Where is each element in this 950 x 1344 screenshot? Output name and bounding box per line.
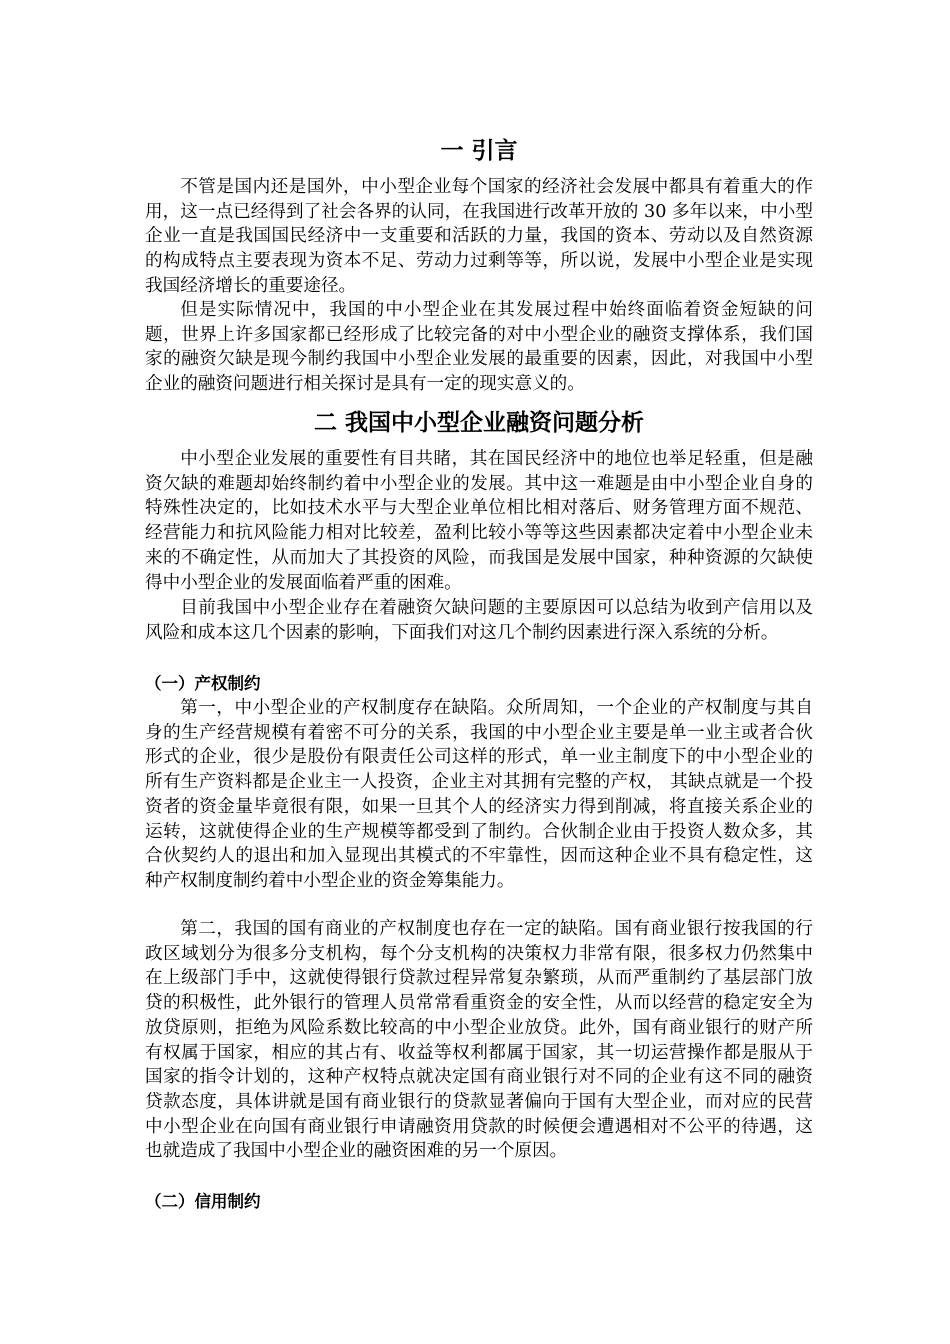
section-heading-financing-analysis: 二 我国中小型企业融资问题分析 xyxy=(313,410,644,436)
paragraph: 但是实际情况中，我国的中小型企业在其发展过程中始终面临着资金短缺的问题，世界上许多国家都已经形成了比较完备的对中小型企业的融资支撑体系，我们国家的融资欠缺是现今制约我国中小型企业发展的最重要的因素，因此，对我国中小型企业的融资问题进行相关探讨是具有一定的现实意义的。 xyxy=(145,300,813,395)
paragraph: 不管是国内还是国外，中小型企业每个国家的经济社会发展中都具有着重大的作用，这一点已经得到了社会各界的认同，在我国进行改革开放的 30 多年以来，中小型企业一直是我国国民经济中一支重要和活跃的力量，我国的资本、劳动以及自然资源的构成特点主要表现为资本不足、劳动力过剩等等，所以说，发展中小型企业是实现我国经济增长的重要途径。 xyxy=(145,177,813,296)
paragraph: 第二，我国的国有商业的产权制度也存在一定的缺陷。国有商业银行按我国的行政区域划分为很多分支机构，每个分支机构的决策权力非常有限，很多权力仍然集中在上级部门手中，这就使得银行贷款过程异常复杂繁琐，从而严重制约了基层部门放贷的积极性，此外银行的管理人员常常看重资金的安全性，从而以经营的稳定安全为放贷原则，拒绝为风险系数比较高的中小型企业放贷。此外，国有商业银行的财产所有权属于国家，相应的其占有、收益等权利都属于国家，其一切运营操作都是服从于国家的指令计划的，这种产权特点就决定国有商业银行对不同的企业有这不同的融资贷款态度，具体讲就是国有商业银行的贷款显著偏向于国有大型企业，而对应的民营中小型企业在向国有商业银行申请融资用贷款的时候便会遭遇相对不公平的待遇，这也就造成了我国中小型企业的融资困难的另一个原因。 xyxy=(145,919,813,1162)
section-heading-introduction: 一 引言 xyxy=(440,138,518,164)
document-page xyxy=(145,0,813,1344)
subsection-heading-property-rights: （一）产权制约 xyxy=(145,674,261,693)
paragraph: 中小型企业发展的重要性有目共睹，其在国民经济中的地位也举足轻重，但是融资欠缺的难题却始终制约着中小型企业的发展。其中这一难题是由中小型企业自身的特殊性决定的，比如技术水平与大型企业单位相比相对落后、财务管理方面不规范、经营能力和抗风险能力相对比较差，盈利比较小等等这些因素都决定着中小型企业未来的不确定性，从而加大了其投资的风险，而我国是发展中国家，种种资源的欠缺使得中小型企业的发展面临着严重的困难。 xyxy=(145,449,813,593)
subsection-heading-credit: （二）信用制约 xyxy=(145,1192,261,1211)
paragraph: 第一，中小型企业的产权制度存在缺陷。众所周知，一个企业的产权制度与其自身的生产经营规模有着密不可分的关系，我国的中小型企业主要是单一业主或者合伙形式的企业，很少是股份有限责任公司这样的形式，单一业主制度下的中小型企业的所有生产资料都是企业主一人投资，企业主对其拥有完整的产权， 其缺点就是一个投资者的资金量毕竟很有限，如果一旦其个人的经济实力得到削减，将直接关系企业的运转，这就使得企业的生产规模等都受到了制约。合伙制企业由于投资人数众多，其合伙契约人的退出和加入显现出其模式的不牢靠性，因而这种企业不具有稳定性，这种产权制度制约着中小型企业的资金筹集能力。 xyxy=(145,698,813,891)
paragraph: 目前我国中小型企业存在着融资欠缺问题的主要原因可以总结为收到产信用以及风险和成本这几个因素的影响，下面我们对这几个制约因素进行深入系统的分析。 xyxy=(145,598,813,643)
